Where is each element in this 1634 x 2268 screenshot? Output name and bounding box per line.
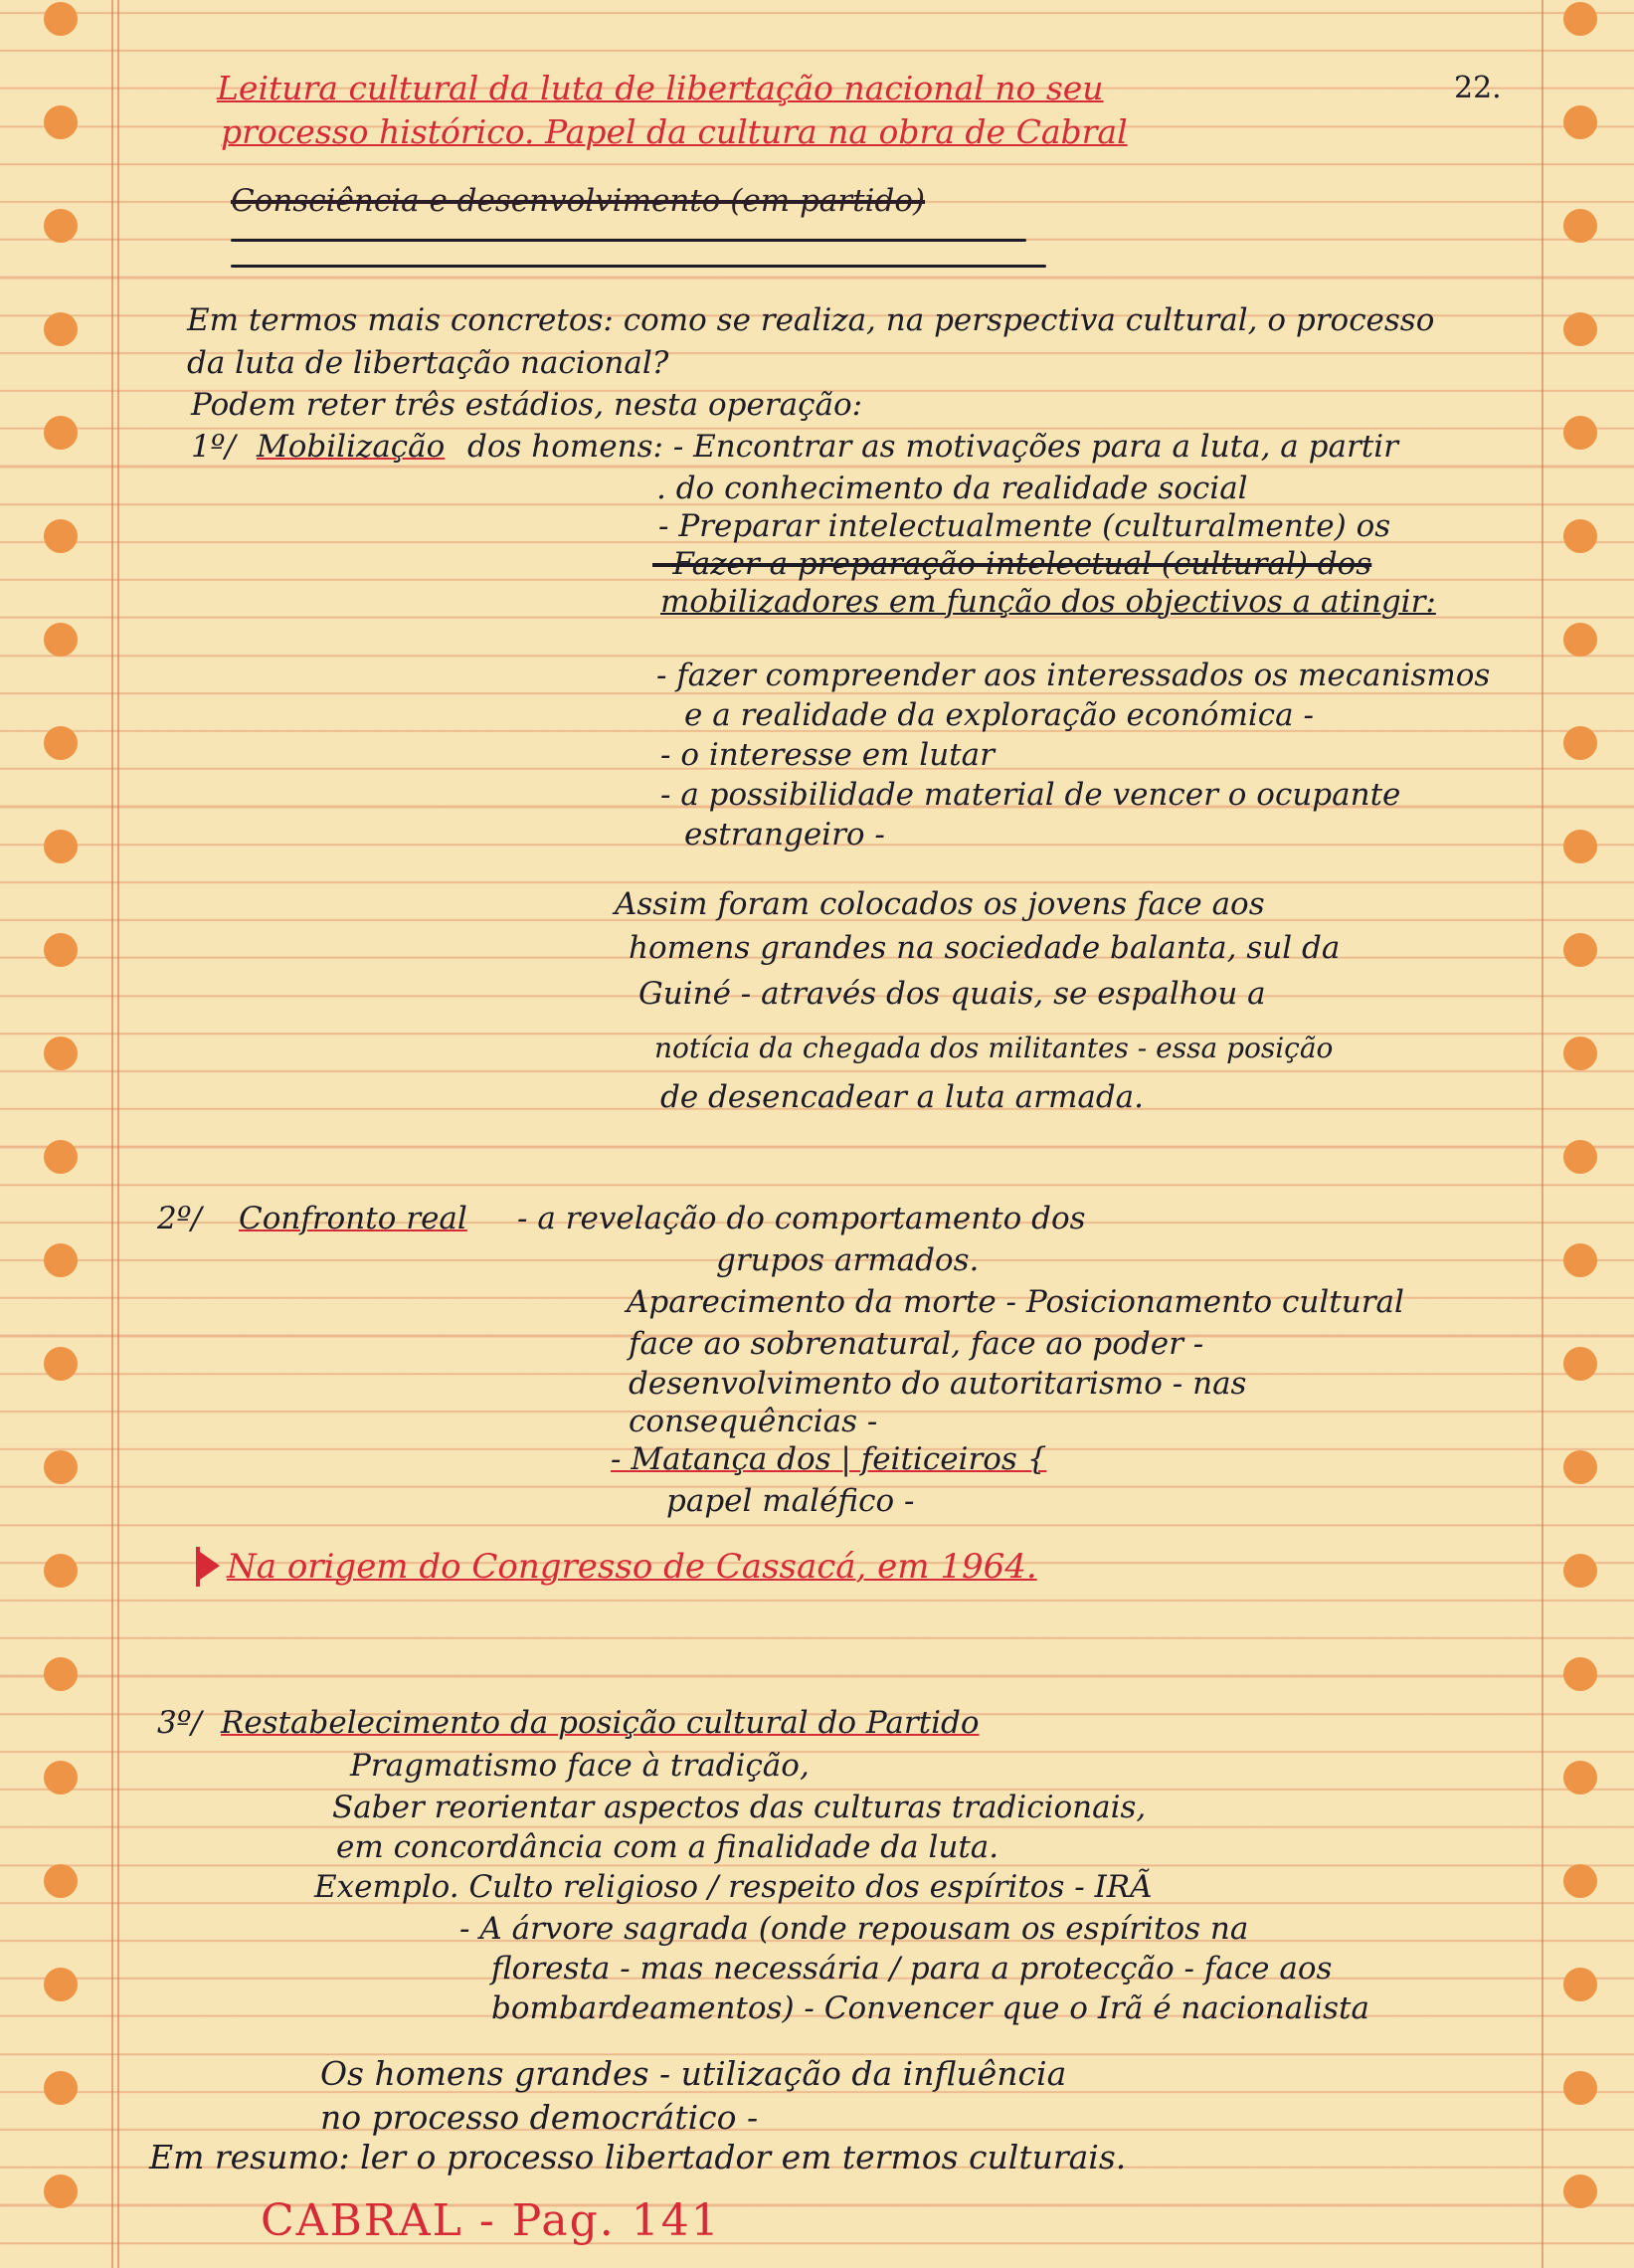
perforation-hole [1563, 1968, 1597, 2001]
perforation-hole [1563, 830, 1597, 863]
stage2-line-6: - Matança dos | feiticeiros { [611, 1441, 1047, 1477]
perforation-hole [1563, 2071, 1597, 2105]
intro-line-3: Podem reter três estádios, nesta operação: [191, 387, 863, 423]
stage2-line-3: face ao sobrenatural, face ao poder - [629, 1326, 1204, 1362]
perforation-hole [1563, 519, 1597, 553]
title-line-2: processo histórico. Papel da cultura na obra de Cabral [221, 112, 1128, 151]
stage2-heading: Confronto real [239, 1201, 467, 1236]
perforation-hole [1563, 209, 1597, 243]
intro-line-1: Em termos mais concretos: como se realiza, na perspectiva cultural, o processo [187, 302, 1435, 338]
stage2-heading-rest: - a revelação do comportamento dos [517, 1201, 1086, 1236]
perforation-hole [44, 519, 78, 553]
right-margin-line [1542, 0, 1543, 2268]
perforation-hole [44, 2174, 78, 2208]
title-rule-1 [231, 239, 1026, 242]
stage3-number: 3º/ [157, 1705, 202, 1741]
perforation-hole [1563, 726, 1597, 760]
stage1-line-7: - a possibilidade material de vencer o ocupante [660, 777, 1401, 813]
stage3-line-1: Pragmatismo face à tradição, [350, 1748, 810, 1784]
stage3-line-5: - A árvore sagrada (onde repousam os espíritos na [459, 1911, 1249, 1947]
stage3-line-7: bombardeamentos) - Convencer que o Irã é nacionalista [491, 1990, 1369, 2026]
perforation-hole [44, 2, 78, 36]
stage1-heading-rest: dos homens: - Encontrar as motivações para a luta, a partir [467, 429, 1398, 465]
stage2-line-5: consequências - [629, 1404, 878, 1439]
perforation-hole [44, 1037, 78, 1070]
stage1-para-1: Assim foram colocados os jovens face aos [615, 886, 1265, 922]
page-number: 22. [1454, 71, 1502, 105]
perforation-hole [44, 623, 78, 657]
perforation-hole [44, 1968, 78, 2001]
stage3-line-4: Exemplo. Culto religioso / respeito dos espíritos - IRÃ [314, 1869, 1153, 1905]
perforation-hole [44, 1761, 78, 1795]
perforation-hole [1563, 1864, 1597, 1898]
perforation-hole [44, 726, 78, 760]
title-rule-2 [231, 265, 1046, 268]
left-margin-line [111, 0, 113, 2268]
perforation-hole [1563, 1140, 1597, 1174]
stage1-number: 1º/ [191, 429, 236, 465]
perforation-hole [44, 1554, 78, 1588]
stage3-line-2: Saber reorientar aspectos das culturas tradicionais, [332, 1790, 1147, 1825]
perforation-hole [1563, 312, 1597, 346]
perforation-hole [44, 1347, 78, 1381]
closing-line-2: no processo democrático - [320, 2098, 759, 2137]
stage1-line-2: - Preparar intelectualmente (culturalmente) os [658, 508, 1391, 544]
stage2-line-4: desenvolvimento do autoritarismo - nas [629, 1366, 1247, 1402]
left-margin-line-2 [117, 0, 119, 2268]
perforation-hole [44, 312, 78, 346]
stage1-para-5: de desencadear a luta armada. [660, 1079, 1145, 1115]
perforation-hole [1563, 1657, 1597, 1691]
stage1-para-2: homens grandes na sociedade balanta, sul da [629, 930, 1341, 966]
stage1-heading: Mobilização [257, 429, 446, 465]
perforation-hole [44, 933, 78, 967]
stage1-line-8: estrangeiro - [684, 817, 885, 852]
stage1-line-1: . do conhecimento da realidade social [656, 471, 1248, 506]
perforation-hole [1563, 2174, 1597, 2208]
stage1-line-3: mobilizadores em função dos objectivos a atingir: [660, 584, 1436, 620]
summary-line: Em resumo: ler o processo libertador em termos culturais. [149, 2138, 1127, 2176]
stage3-heading: Restabelecimento da posição cultural do Partido [221, 1705, 980, 1741]
perforation-hole [1563, 1347, 1597, 1381]
stage1-line-5: e a realidade da exploração económica - [684, 697, 1314, 733]
perforation-hole [1563, 105, 1597, 139]
perforation-hole [44, 1657, 78, 1691]
closing-line-1: Os homens grandes - utilização da influência [320, 2054, 1067, 2093]
stage2-line-1: grupos armados. [716, 1242, 980, 1278]
perforation-hole [1563, 2, 1597, 36]
stage3-line-6: floresta - mas necessária / para a protecção - face aos [491, 1951, 1333, 1986]
perforation-hole [1563, 1243, 1597, 1277]
stage3-line-3: em concordância com a finalidade da luta. [336, 1829, 999, 1865]
red-note: Na origem do Congresso de Cassacá, em 1964. [227, 1547, 1037, 1587]
perforation-hole [44, 2071, 78, 2105]
perforation-hole [1563, 1037, 1597, 1070]
perforation-hole [1563, 1761, 1597, 1795]
perforation-hole [44, 416, 78, 450]
perforation-hole [1563, 623, 1597, 657]
perforation-hole [44, 830, 78, 863]
perforation-hole [44, 209, 78, 243]
perforation-hole [1563, 416, 1597, 450]
perforation-hole [44, 105, 78, 139]
perforation-hole [44, 1140, 78, 1174]
red-flag-icon [200, 1552, 220, 1580]
perforation-hole [1563, 1554, 1597, 1588]
stage2-line-7: papel maléfico - [666, 1483, 915, 1519]
stage1-line-4: - fazer compreender aos interessados os mecanismos [656, 658, 1491, 693]
stage1-struck-line: - Fazer a preparação intelectual (cultural) dos [652, 546, 1372, 582]
perforation-hole [44, 1450, 78, 1484]
perforation-hole [1563, 933, 1597, 967]
stage2-number: 2º/ [157, 1201, 202, 1236]
stage1-para-4: notícia da chegada dos militantes - essa posição [654, 1032, 1334, 1064]
stage1-line-6: - o interesse em lutar [660, 737, 995, 773]
perforation-hole [44, 1243, 78, 1277]
stage1-para-3: Guiné - através dos quais, se espalhou a [638, 976, 1266, 1012]
struck-subtitle: Consciência e desenvolvimento (em partido) [231, 183, 926, 219]
stage2-line-2: Aparecimento da morte - Posicionamento cultural [627, 1284, 1404, 1320]
title-line-1: Leitura cultural da luta de libertação nacional no seu [217, 69, 1104, 107]
intro-line-2: da luta de libertação nacional? [187, 345, 669, 381]
perforation-hole [1563, 1450, 1597, 1484]
page-reference: CABRAL - Pag. 141 [261, 2195, 721, 2246]
perforation-hole [44, 1864, 78, 1898]
